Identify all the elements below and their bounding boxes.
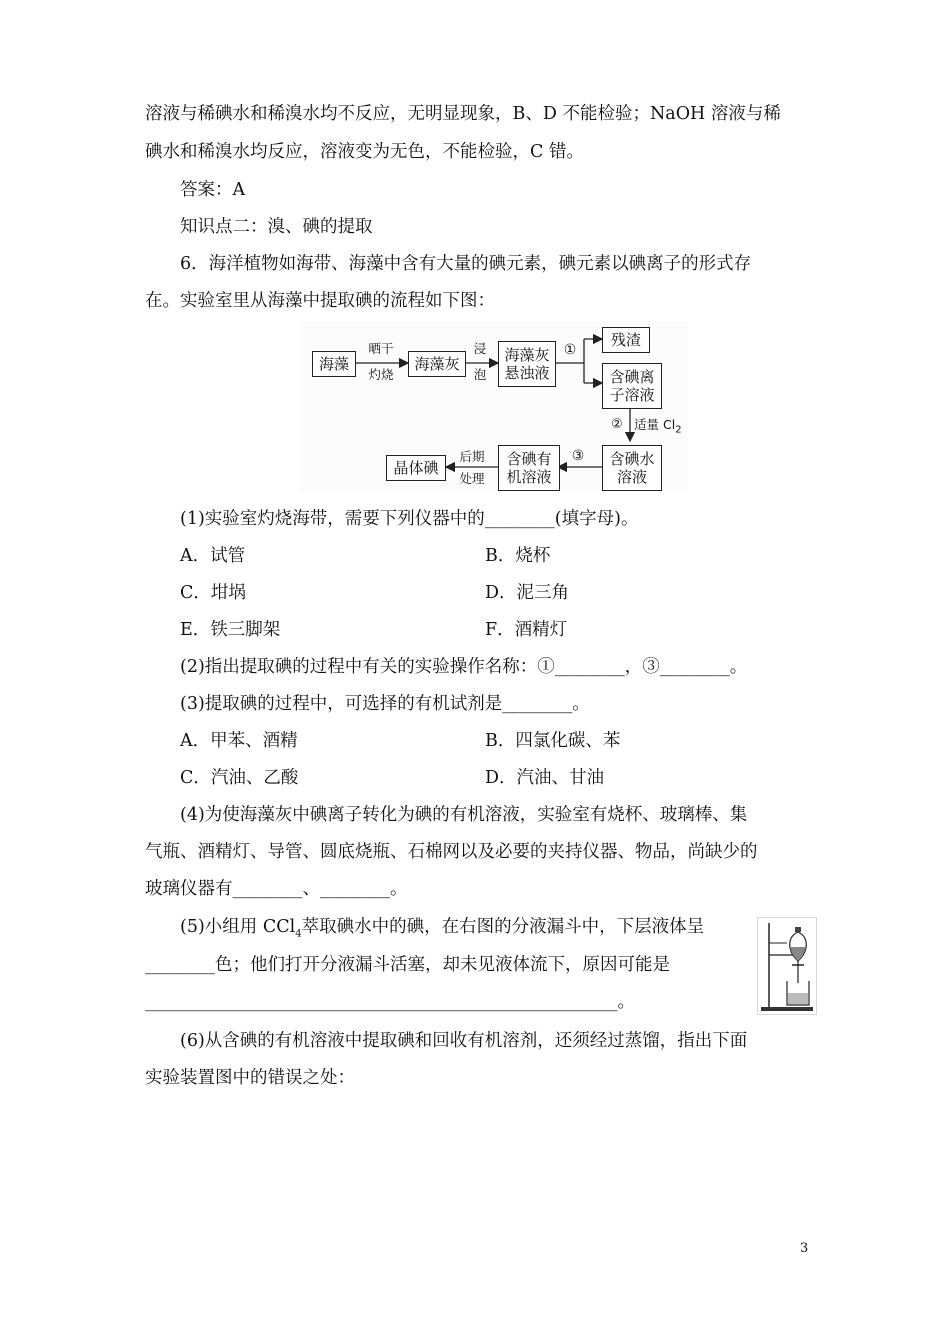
paragraph-line-2: 碘水和稀溴水均反应，溶液变为无色，不能检验，C 错。 [145,142,584,162]
flow-box-xuanzhuoye-line1: 海藻灰 [504,346,550,364]
flow-diagram [300,321,688,491]
flow-box-hanbishui [602,445,662,491]
flow-step-3: ③ [571,448,585,464]
flow-step-2-reagent [634,417,682,438]
page-number: 3 [800,1241,809,1256]
q3-option-b: B．四氯化碳、苯 [485,731,621,751]
q5-sub: 4 [295,928,302,940]
q1-option-d: D．泥三角 [485,583,570,603]
question-4-line-2: 气瓶、酒精灯、导管、圆底烧瓶、石棉网以及必要的夹持仪器、物品，尚缺少的 [145,842,758,862]
flow-box-hanbishui-line1: 含碘水 [609,450,655,468]
q5-post: 萃取碘水中的碘，在右图的分液漏斗中，下层液体呈 [301,917,705,937]
question-6-6-line-1: (6)从含碘的有机溶液中提取碘和回收有机溶剂，还须经过蒸馏，指出下面 [180,1031,748,1051]
q3-option-d: D．汽油、甘油 [485,768,605,788]
question-2: (2)指出提取碘的过程中有关的实验操作名称：①________，③________。 [180,657,748,677]
flow-step-1: ① [563,342,577,358]
separatory-funnel-figure [757,917,817,1015]
q1-option-b: B．烧杯 [485,546,551,566]
q3-option-a: A．甲苯、酒精 [180,731,298,751]
question-5-line-2: ________色；他们打开分液漏斗活塞，却未见液体流下，原因可能是 [145,955,670,975]
question-4-line-3: 玻璃仪器有________、________。 [145,879,408,899]
q1-option-e: E．铁三脚架 [180,620,281,640]
question-4-line-1: (4)为使海藻灰中碘离子转化为碘的有机溶液，实验室有烧杯、玻璃棒、集 [180,805,748,825]
flow-box-hanbiyouji-line2: 机溶液 [506,468,552,486]
flow-box-hanbiyouji [498,445,560,491]
question-6-6-line-2: 实验装置图中的错误之处： [145,1068,355,1088]
flow-label-pao: 泡 [473,367,487,382]
section-heading: 知识点二：溴、碘的提取 [180,217,373,237]
separatory-funnel-drawing [757,917,817,1015]
flow-box-hanbishui-line2: 溶液 [616,468,647,486]
flow-label-jin: 浸 [473,341,487,356]
question-6-line-2: 在。实验室里从海藻中提取碘的流程如下图： [145,291,495,311]
flow-box-hanbilizi-line2: 子溶液 [609,386,655,404]
flow-box-hanbilizi-line1: 含碘离 [609,368,655,386]
flow-step-2-reagent-text: 适量 Cl [634,417,676,432]
q5-pre: (5)小组用 CCl [180,917,296,937]
flow-box-xuanzhuoye-line2: 悬浊液 [504,364,550,382]
flow-step-2: ② [611,417,623,432]
flow-box-hanbiyouji-line1: 含碘有 [506,450,552,468]
q3-option-c: C．汽油、乙酸 [180,768,299,788]
question-5-line-3: ______________________________________________________。 [145,992,635,1012]
question-1: (1)实验室灼烧海带，需要下列仪器中的________(填字母)。 [180,509,639,529]
paragraph-line-1: 溶液与稀碘水和稀溴水均不反应，无明显现象，B、D 不能检验；NaOH 溶液与稀 [145,104,781,124]
flow-box-canzha: 残渣 [602,327,650,353]
q1-option-a: A．试管 [180,546,246,566]
answer-text: 答案：A [180,180,246,200]
flow-box-jingtibi: 晶体碘 [386,455,446,481]
flow-label-chuli: 处理 [459,471,485,486]
flow-box-haizao: 海藻 [312,351,356,377]
q1-option-f: F．酒精灯 [485,620,568,640]
q1-option-c: C．坩埚 [180,583,246,603]
flow-label-shaigan: 晒干 [368,341,394,356]
question-3: (3)提取碘的过程中，可选择的有机试剂是________。 [180,694,590,714]
flow-label-zhuoshao: 灼烧 [368,367,394,382]
flow-label-houqi: 后期 [459,449,485,464]
flow-box-haizaohui: 海藻灰 [408,351,466,377]
flow-step-2-reagent-sub: 2 [675,424,682,436]
flow-box-hanbilizi [602,363,662,409]
question-6-line-1: 6．海洋植物如海带、海藻中含有大量的碘元素，碘元素以碘离子的形式存 [180,254,752,274]
question-5-line-1 [180,913,704,940]
flow-box-xuanzhuoye [498,341,556,387]
